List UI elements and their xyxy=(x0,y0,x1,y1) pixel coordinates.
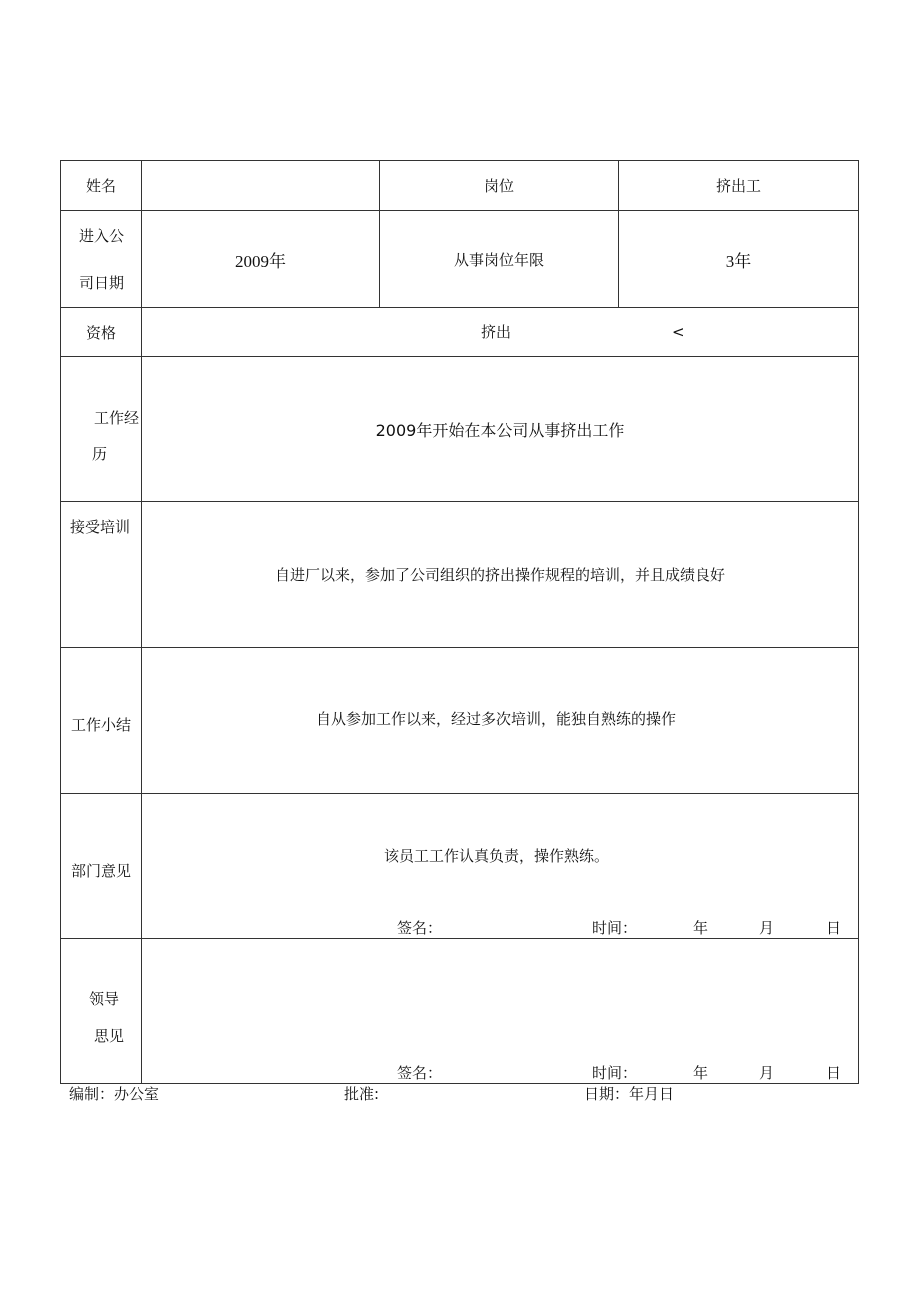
qualification-value: 挤出 xyxy=(481,323,512,341)
years-label-cell xyxy=(380,211,619,307)
experience-label-cell xyxy=(61,357,142,501)
years-value-cell xyxy=(619,211,858,307)
department-label-cell xyxy=(61,794,142,938)
name-value-cell xyxy=(142,161,380,210)
leader-month-label: 月 xyxy=(759,1064,775,1082)
leader-row xyxy=(61,939,858,1083)
footer-date: 日期：年月日 xyxy=(584,1085,675,1103)
leader-sign-label: 签名： xyxy=(397,1064,443,1082)
leader-year-label: 年 xyxy=(693,1064,709,1082)
qualification-label: 资格 xyxy=(85,323,116,342)
entry-date-value: 2009年 xyxy=(235,251,286,271)
department-year-label: 年 xyxy=(693,919,709,937)
years-label: 从事岗位年限 xyxy=(453,250,544,269)
position-label: 岗位 xyxy=(483,177,514,195)
experience-value-cell xyxy=(142,357,858,501)
training-label-cell xyxy=(61,502,142,647)
entry-label-cell xyxy=(61,211,142,307)
leader-label-line1: 领导 xyxy=(89,990,120,1008)
summary-label: 工作小结 xyxy=(71,716,132,734)
name-label-cell xyxy=(61,161,142,210)
name-label: 姓名 xyxy=(85,177,116,195)
training-value-cell xyxy=(142,502,858,647)
department-day-label: 日 xyxy=(826,919,842,937)
entry-date-cell xyxy=(142,211,380,307)
employee-info-form xyxy=(60,160,859,1084)
leader-label-cell xyxy=(61,939,142,1083)
department-row xyxy=(61,794,858,939)
training-label: 接受培训 xyxy=(70,518,131,536)
experience-label-line2: 历 xyxy=(92,445,108,463)
name-row xyxy=(61,161,858,211)
summary-value: 自从参加工作以来，经过多次培训，能独自熟练的操作 xyxy=(316,710,677,728)
experience-value: 2009年开始在本公司从事挤出工作 xyxy=(375,420,625,440)
training-value: 自进厂以来，参加了公司组织的挤出操作规程的培训，并且成绩良好 xyxy=(274,566,725,584)
training-row xyxy=(61,502,858,648)
position-label-cell xyxy=(380,161,619,210)
department-value-cell xyxy=(142,794,858,938)
experience-label-line1: 工作经 xyxy=(94,409,140,427)
leader-time-label: 时间： xyxy=(592,1064,638,1082)
position-value-cell xyxy=(619,161,858,210)
qualification-row xyxy=(61,308,858,357)
years-value: 3年 xyxy=(725,251,752,271)
entry-label-line2: 司日期 xyxy=(79,274,125,292)
department-month-label: 月 xyxy=(759,919,775,937)
footer-compiled-by: 编制：办公室 xyxy=(69,1085,160,1103)
department-value: 该员工工作认真负责，操作熟练。 xyxy=(384,847,610,865)
summary-row xyxy=(61,648,858,794)
leader-day-label: 日 xyxy=(826,1064,842,1082)
leader-value-cell xyxy=(142,939,858,1083)
entry-label-line1: 进入公 xyxy=(79,227,125,245)
summary-label-cell xyxy=(61,648,142,793)
position-value: 挤出工 xyxy=(715,177,761,195)
department-time-label: 时间： xyxy=(592,919,638,937)
entry-row xyxy=(61,211,858,308)
experience-row xyxy=(61,357,858,502)
summary-value-cell xyxy=(142,648,858,793)
leader-label-line2: 思见 xyxy=(94,1027,125,1045)
qualification-label-cell xyxy=(61,308,142,356)
department-label: 部门意见 xyxy=(71,862,132,880)
qualification-mark: < xyxy=(672,323,685,341)
qualification-value-cell xyxy=(142,308,858,356)
department-sign-label: 签名： xyxy=(397,919,443,937)
footer-approved-by: 批准: xyxy=(344,1085,380,1103)
